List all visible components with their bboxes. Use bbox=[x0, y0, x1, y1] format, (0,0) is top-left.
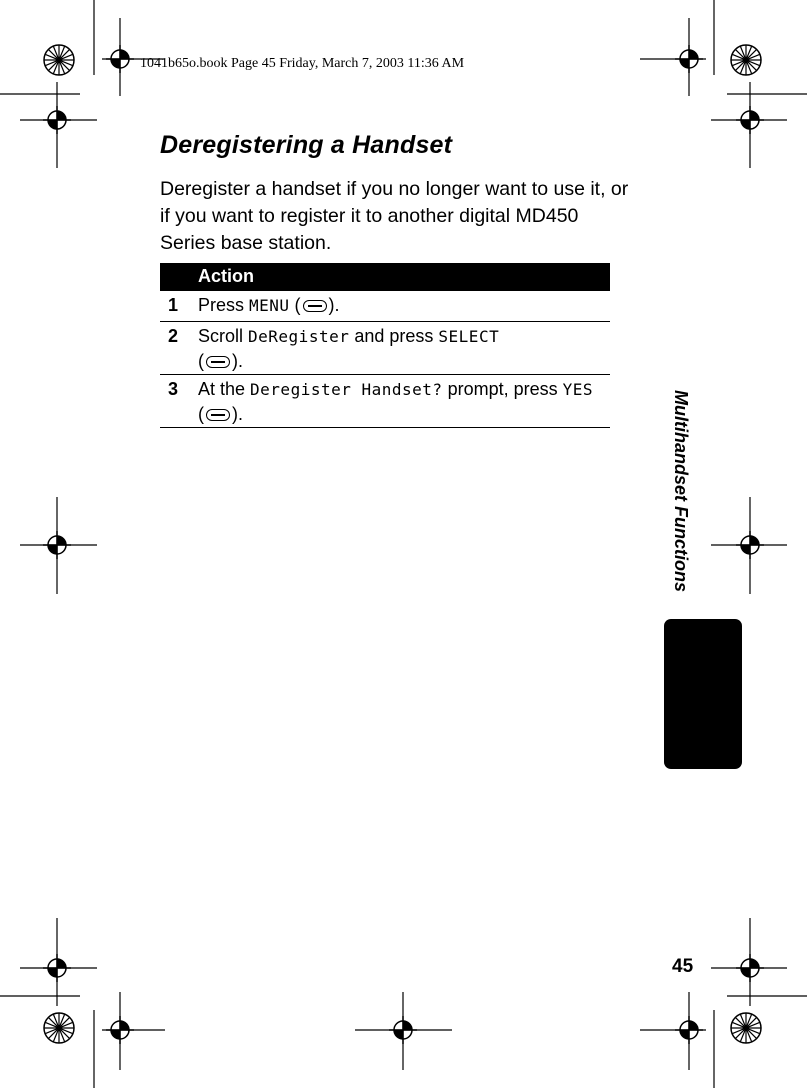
display-text-yes: YES bbox=[562, 380, 594, 399]
display-text-deregister: DeRegister bbox=[248, 327, 350, 346]
step-text: At the Deregister Handset? prompt, press YES ( ). bbox=[198, 379, 594, 424]
intro-paragraph: Deregister a handset if you no longer want to use it, or if you want to register it to another digital MD450 Series base station. bbox=[160, 178, 629, 254]
display-text-menu: MENU bbox=[249, 296, 290, 315]
table-header bbox=[160, 263, 610, 291]
table-row bbox=[160, 322, 610, 375]
softkey-icon bbox=[206, 356, 230, 368]
step-number: 3 bbox=[168, 379, 179, 399]
display-text-select: SELECT bbox=[438, 327, 500, 346]
table-row bbox=[160, 375, 610, 428]
step-text: Press MENU ( ). bbox=[198, 295, 340, 315]
chapter-tab-marker bbox=[664, 619, 742, 769]
softkey-icon bbox=[206, 409, 230, 421]
section-title: Deregistering a Handset bbox=[160, 131, 453, 159]
table-row bbox=[160, 291, 610, 322]
softkey-icon bbox=[303, 300, 327, 312]
table-header-label: Action bbox=[198, 266, 254, 286]
page-number: 45 bbox=[672, 956, 694, 977]
display-text-deregister-handset: Deregister Handset? bbox=[250, 380, 443, 399]
print-header: 1041b65o.book Page 45 Friday, March 7, 2003 11:36 AM bbox=[140, 56, 465, 71]
step-number: 2 bbox=[168, 326, 179, 346]
step-number: 1 bbox=[168, 295, 179, 315]
chapter-side-label: Multihandset Functions bbox=[671, 390, 691, 592]
step-text: Scroll DeRegister and press SELECT ( ). bbox=[198, 326, 500, 371]
action-table bbox=[160, 263, 610, 428]
